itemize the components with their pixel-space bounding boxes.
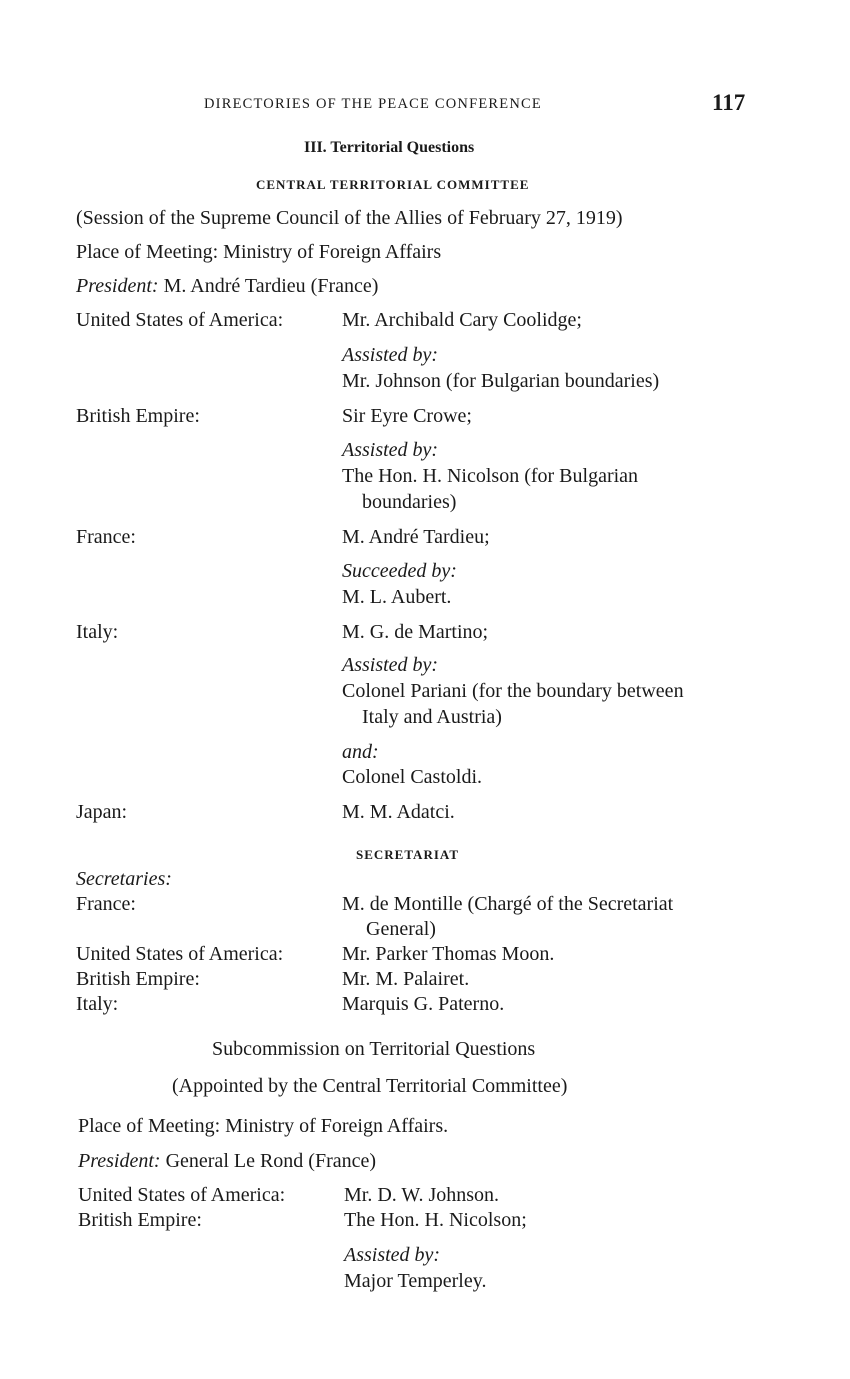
assisted-by-label: Assisted by: [342, 344, 439, 366]
assistant-name-continued: boundaries) [362, 491, 457, 513]
subcommission-appointed-line: (Appointed by the Central Territorial Committee) [172, 1075, 568, 1097]
committee-heading: CENTRAL TERRITORIAL COMMITTEE [256, 177, 530, 192]
succeeded-by-label: Succeeded by: [342, 560, 457, 582]
secretary-label-british: British Empire: [76, 968, 200, 990]
secretary-name-france: M. de Montille (Chargé of the Secretariat [342, 893, 674, 915]
president-line [76, 273, 378, 299]
assisted-by-label: Assisted by: [342, 654, 439, 676]
member-name-japan: M. M. Adatci. [342, 801, 455, 823]
secretary-label-france: France: [76, 893, 136, 915]
subcommission-place-of-meeting: Place of Meeting: Ministry of Foreign Affairs. [78, 1115, 449, 1137]
and-label: and: [342, 741, 379, 763]
assistant-name: Colonel Pariani (for the boundary between [342, 680, 684, 702]
assisted-by-label: Assisted by: [344, 1244, 441, 1266]
assistant-name: Major Temperley. [344, 1270, 487, 1292]
successor-name: M. L. Aubert. [342, 586, 452, 608]
assistant-name: The Hon. H. Nicolson (for Bulgarian [342, 465, 639, 487]
president-label: President: [76, 275, 159, 297]
assistant-name: Colonel Castoldi. [342, 766, 482, 788]
member-label-british: British Empire: [76, 405, 200, 427]
president-value: General Le Rond (France) [165, 1150, 377, 1172]
section-title: III. Territorial Questions [304, 139, 475, 156]
member-name-british: Sir Eyre Crowe; [342, 405, 472, 427]
subcommission-president-line [78, 1148, 376, 1174]
secretary-name-italy: Marquis G. Paterno. [342, 993, 505, 1015]
member-name-usa: Mr. Archibald Cary Coolidge; [342, 309, 582, 331]
subcommission-name-usa: Mr. D. W. Johnson. [344, 1184, 500, 1206]
place-of-meeting: Place of Meeting: Ministry of Foreign Affairs [76, 241, 442, 263]
assisted-by-label: Assisted by: [342, 439, 439, 461]
assistant-name: Mr. Johnson (for Bulgarian boundaries) [342, 370, 660, 392]
secretary-label-usa: United States of America: [76, 943, 284, 965]
running-head: DIRECTORIES OF THE PEACE CONFERENCE [204, 96, 542, 112]
subcommission-label-british: British Empire: [78, 1209, 202, 1231]
subcommission-title: Subcommission on Territorial Questions [212, 1038, 536, 1060]
secretariat-heading: SECRETARIAT [356, 847, 459, 862]
secretary-name-continued: General) [366, 918, 436, 940]
member-label-france: France: [76, 526, 136, 548]
secretary-label-italy: Italy: [76, 993, 119, 1015]
page-number: 117 [712, 90, 746, 115]
member-label-usa: United States of America: [76, 309, 284, 331]
president-label: President: [78, 1150, 161, 1172]
secretaries-label: Secretaries: [76, 868, 172, 890]
president-value: M. André Tardieu (France) [163, 275, 379, 297]
subcommission-name-british: The Hon. H. Nicolson; [344, 1209, 527, 1231]
secretary-name-usa: Mr. Parker Thomas Moon. [342, 943, 555, 965]
member-label-italy: Italy: [76, 621, 119, 643]
session-line: (Session of the Supreme Council of the Allies of February 27, 1919) [76, 207, 623, 229]
member-label-japan: Japan: [76, 801, 128, 823]
subcommission-label-usa: United States of America: [78, 1184, 286, 1206]
assistant-name-continued: Italy and Austria) [362, 706, 502, 728]
member-name-france: M. André Tardieu; [342, 526, 490, 548]
member-name-italy: M. G. de Martino; [342, 621, 489, 643]
secretary-name-british: Mr. M. Palairet. [342, 968, 470, 990]
